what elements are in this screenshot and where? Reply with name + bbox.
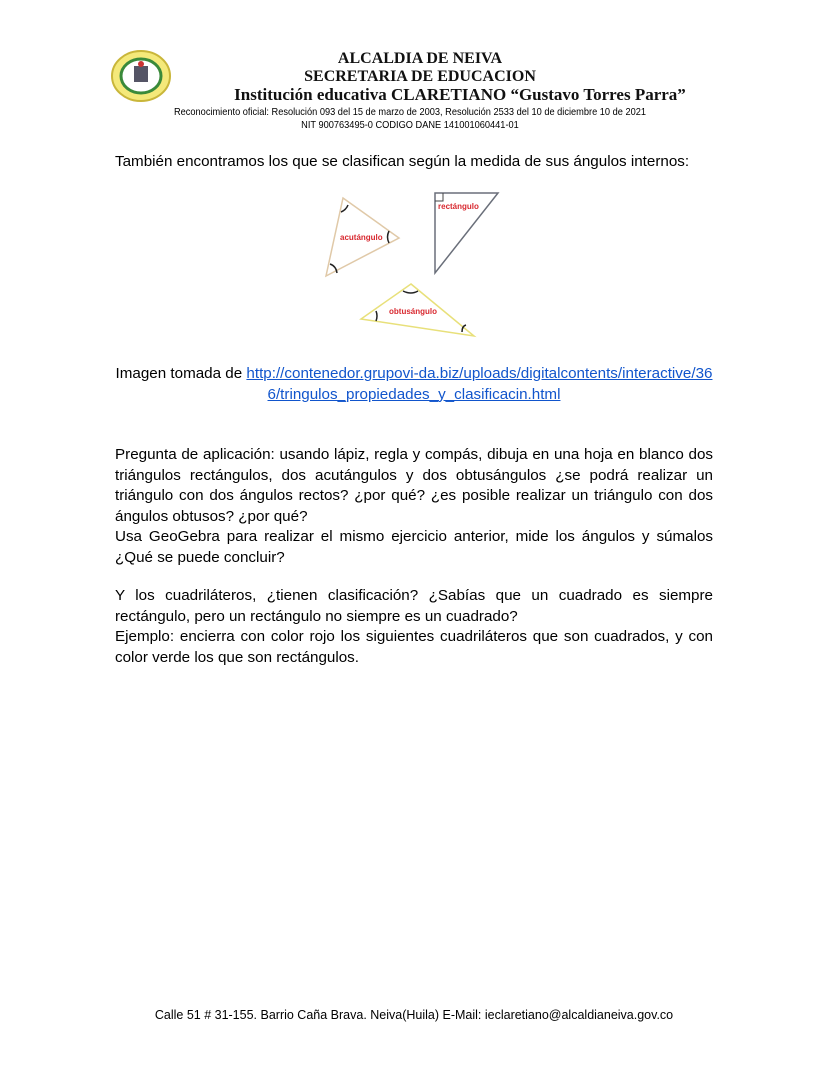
header-line-2: SECRETARIA DE EDUCACION <box>304 68 536 85</box>
caption-prefix: Imagen tomada de <box>115 365 247 382</box>
header-line-1: ALCALDIA DE NEIVA <box>337 50 503 67</box>
quadrilaterals-text: Y los cuadriláteros, ¿tienen clasificación? ¿Sabías que un cuadrado es siempre rectángulo, pero un rectángulo no siempre es un cuadrado? <box>115 587 713 625</box>
image-caption <box>115 364 713 405</box>
application-question: Pregunta de aplicación: usando lápiz, regla y compás, dibuja en una hoja en blanco dos triángulos rectángulos, dos acutángulos y dos obtusángulos ¿se podrá realizar un triángulo con dos ángulos rectos? ¿por qué? ¿es posible realizar un triángulo con dos ángulos obtusos? ¿por qué? <box>115 446 713 525</box>
source-link[interactable]: http://contenedor.grupovi-da.biz/uploads/digitalcontents/interactive/366/tringulos_propiedades_y_clasificacin.html <box>246 365 713 403</box>
example-text: Ejemplo: encierra con color rojo los siguientes cuadriláteros que son cuadrados, y con color verde los que son rectángulos. <box>115 628 713 666</box>
geogebra-instruction: Usa GeoGebra para realizar el mismo ejercicio anterior, mide los ángulos y súmalos ¿Qué se puede concluir? <box>115 528 713 566</box>
triangles-figure <box>0 0 828 360</box>
header-institution: Institución educativa CLARETIANO “Gustavo Torres Parra” <box>234 85 686 104</box>
obtuse-label: obtusángulo <box>389 307 437 316</box>
footer-address: Calle 51 # 31-155. Barrio Caña Brava. Neiva(Huila) E-Mail: ieclaretiano@alcaldianeiva.gov.co <box>154 1008 674 1022</box>
intro-text: También encontramos los que se clasifican según la medida de sus ángulos internos: <box>115 153 690 170</box>
header-recognition: Reconocimiento oficial: Resolución 093 del 15 de marzo de 2003, Resolución 2533 del 10 de diciembre 10 de 2021 <box>173 106 647 118</box>
header-nit: NIT 900763495-0 CODIGO DANE 141001060441-01 <box>301 119 519 131</box>
right-label: rectángulo <box>438 202 479 211</box>
acute-label: acutángulo <box>340 233 383 242</box>
